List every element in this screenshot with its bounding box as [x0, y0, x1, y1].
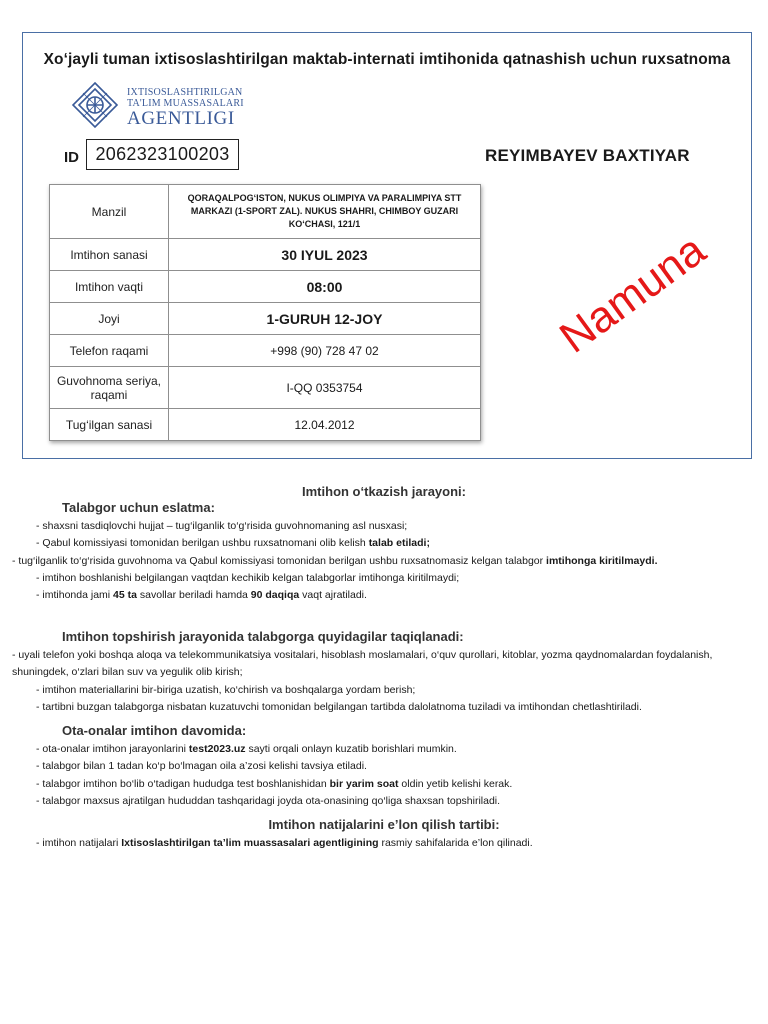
card-title: Xo‘jayli tuman ixtisoslashtirilgan maktab-internati imtihonida qatnashish uchun ruxsatnoma — [43, 51, 731, 68]
row-value: 08:00 — [169, 271, 481, 303]
row-label: Tug‘ilgan sanasi — [50, 409, 169, 441]
table-row — [50, 367, 481, 409]
agency-logo — [69, 79, 259, 131]
table-row — [50, 303, 481, 335]
list-item: - Qabul komissiyasi tomonidan berilgan ushbu ruxsatnomani olib kelish talab etiladi; — [36, 535, 756, 552]
table-row — [50, 239, 481, 271]
list-item: - imtihonda jami 45 ta savollar beriladi hamda 90 daqiqa vaqt ajratiladi. — [36, 587, 756, 604]
id-label: ID — [64, 149, 79, 166]
table-row — [50, 335, 481, 367]
reminder-list — [18, 518, 756, 604]
row-label: Imtihon sanasi — [50, 239, 169, 271]
row-value: 30 IYUL 2023 — [169, 239, 481, 271]
row-value: 1-GURUH 12-JOY — [169, 303, 481, 335]
logo-line-3: AGENTLIGI — [127, 108, 235, 129]
sample-stamp: Namuna — [551, 225, 715, 363]
row-label: Joyi — [50, 303, 169, 335]
candidate-name: REYIMBAYEV BAXTIYAR — [485, 146, 690, 165]
info-table — [49, 184, 481, 441]
agency-emblem-icon — [69, 79, 121, 131]
row-label: Imtihon vaqti — [50, 271, 169, 303]
list-item: - talabgor bilan 1 tadan ko‘p bo‘lmagan oila a’zosi kelishi tavsiya etiladi. — [36, 758, 756, 775]
results-list — [36, 835, 756, 852]
prohibited-list — [12, 647, 756, 716]
parents-list — [36, 741, 756, 810]
table-row — [50, 185, 481, 239]
section-title-results: Imtihon natijalarini e’lon qilish tartibi: — [268, 817, 500, 832]
table-row — [50, 271, 481, 303]
list-item: - uyali telefon yoki boshqa aloqa va telekommunikatsiya vositalari, hisoblash moslamalari, o‘quv qurollari, kitoblar, yozma qaydnomalardan foydalanish, shuningdek, o‘zlari bilan suv va yegulik olib kirish; — [12, 647, 756, 682]
list-item: - tug‘ilganlik to‘g‘risida guvohnoma va Qabul komissiyasi tomonidan berilgan ushbu ruxsatnomasiz kelgan talabgor imtihonga kiritilmaydi. — [12, 553, 756, 570]
section-title-prohibited: Imtihon topshirish jarayonida talabgorga quyidagilar taqiqlanadi: — [62, 629, 464, 644]
list-item: - shaxsni tasdiqlovchi hujjat – tug‘ilganlik to‘g‘risida guvohnomaning asl nusxasi; — [36, 518, 756, 535]
row-label: Manzil — [50, 185, 169, 239]
list-item: - imtihon boshlanishi belgilangan vaqtdan kechikib kelgan talabgorlar imtihonga kiritilmaydi; — [36, 570, 756, 587]
section-title-reminder: Talabgor uchun eslatma: — [62, 500, 215, 515]
logo-text — [127, 87, 244, 129]
logo-line-2: TA'LIM MUASSASALARI — [127, 98, 244, 109]
row-label: Telefon raqami — [50, 335, 169, 367]
row-label: Guvohnoma seriya, raqami — [50, 367, 169, 409]
section-title-parents: Ota-onalar imtihon davomida: — [62, 723, 247, 738]
list-item: - imtihon materiallarini bir-biriga uzatish, ko‘chirish va boshqalarga yordam berish; — [36, 682, 756, 699]
process-title: Imtihon o‘tkazish jarayoni: — [302, 484, 466, 499]
row-value: I-QQ 0353754 — [169, 367, 481, 409]
row-value: QORAQALPOG‘ISTON, NUKUS OLIMPIYA VA PARALIMPIYA STT MARKAZI (1-SPORT ZAL). NUKUS SHAHRI, CHIMBOY GUZARI KO‘CHASI, 121/1 — [169, 185, 481, 239]
logo-line-1: IXTISOSLASHTIRILGAN — [127, 87, 243, 98]
list-item: - imtihon natijalari Ixtisoslashtirilgan ta’lim muassasalari agentligining rasmiy sahifalarida e’lon qilinadi. — [36, 835, 756, 852]
table-row — [50, 409, 481, 441]
list-item: - ota-onalar imtihon jarayonlarini test2023.uz sayti orqali onlayn kuzatib borishlari mumkin. — [36, 741, 756, 758]
row-value: +998 (90) 728 47 02 — [169, 335, 481, 367]
list-item: - talabgor imtihon bo‘lib o‘tadigan hududga test boshlanishidan bir yarim soat oldin yetib kelishi kerak. — [36, 776, 756, 793]
admission-card — [22, 32, 752, 459]
row-value: 12.04.2012 — [169, 409, 481, 441]
id-value: 2062323100203 — [86, 139, 239, 170]
list-item: - talabgor maxsus ajratilgan hududdan tashqaridagi joyda ota-onasining qo‘liga shaxsan topshiriladi. — [36, 793, 756, 810]
list-item: - tartibni buzgan talabgorga nisbatan kuzatuvchi tomonidan belgilangan tartibda dalolatnoma tuziladi va imtihondan chetlashtiriladi. — [36, 699, 756, 716]
